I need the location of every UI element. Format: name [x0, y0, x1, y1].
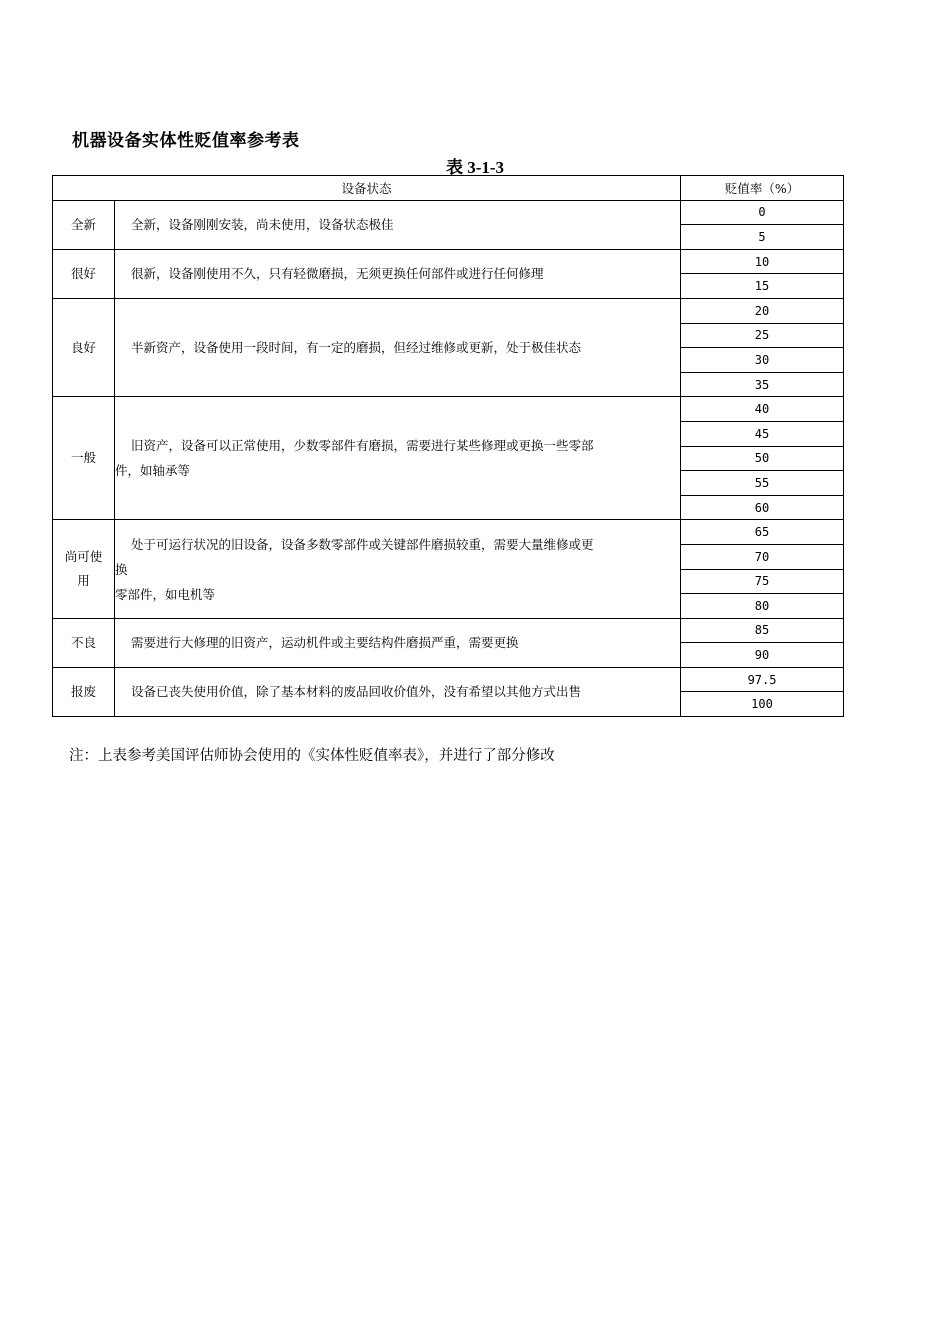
depreciation-rate-table: [52, 175, 844, 717]
rate-cell: 20: [681, 298, 844, 323]
condition-label: 尚可使: [64, 549, 103, 564]
rate-cell: 50: [681, 446, 844, 471]
condition-label: 不良: [70, 634, 96, 650]
condition-cell: [53, 397, 115, 520]
rate-cell: 25: [681, 323, 844, 348]
table-row: [53, 200, 844, 225]
description-line: 很新，设备刚使用不久，只有轻微磨损，无须更换任何部件或进行任何修理: [131, 266, 544, 282]
rate-cell: 70: [681, 544, 844, 569]
description-cell: [115, 249, 681, 298]
description-cell: [115, 397, 681, 520]
rate-cell: 40: [681, 397, 844, 422]
condition-label: 全新: [70, 216, 96, 232]
rate-cell: 35: [681, 372, 844, 397]
table-header-row: [53, 176, 844, 201]
description-line: 换: [115, 561, 128, 577]
rate-cell: 45: [681, 421, 844, 446]
rate-cell: 60: [681, 495, 844, 520]
condition-label: 用: [77, 573, 90, 588]
description-line: 旧资产，设备可以正常使用，少数零部件有磨损，需要进行某些修理或更换一些零部: [131, 438, 594, 454]
rate-cell: 0: [681, 200, 844, 225]
description-line: 零部件，如电机等: [115, 586, 216, 602]
description-cell: [115, 520, 681, 618]
condition-label: 良好: [70, 339, 96, 355]
condition-cell: [53, 618, 115, 667]
rate-cell: 100: [681, 692, 844, 717]
description-cell: [115, 618, 681, 667]
condition-cell: [53, 200, 115, 249]
condition-label: 很好: [70, 265, 96, 281]
rate-cell: 75: [681, 569, 844, 594]
condition-label: 一般: [70, 450, 96, 466]
document-title: 机器设备实体性贬值率参考表: [72, 131, 300, 151]
description-line: 件，如轴承等: [115, 463, 191, 479]
description-line: 全新，设备刚刚安装，尚未使用，设备状态极佳: [131, 217, 394, 233]
table-row: [53, 618, 844, 643]
rate-cell: 85: [681, 618, 844, 643]
header-rate: 贬值率（%）: [681, 176, 844, 201]
description-line: 设备已丧失使用价值，除了基本材料的废品回收价值外，没有希望以其他方式出售: [131, 684, 582, 700]
table-row: [53, 520, 844, 545]
table-row: [53, 298, 844, 323]
table-row: [53, 667, 844, 692]
rate-cell: 30: [681, 348, 844, 373]
table-body: [53, 200, 844, 716]
rate-cell: 15: [681, 274, 844, 299]
table-caption: 表 3-1-3: [445, 158, 505, 177]
description-line: 处于可运行状况的旧设备，设备多数零部件或关键部件磨损较重，需要大量维修或更: [131, 536, 594, 552]
description-cell: [115, 667, 681, 716]
rate-cell: 10: [681, 249, 844, 274]
table-row: [53, 249, 844, 274]
header-condition: 设备状态: [53, 176, 681, 201]
condition-cell: [53, 520, 115, 618]
condition-cell: [53, 667, 115, 716]
condition-cell: [53, 249, 115, 298]
description-cell: [115, 298, 681, 396]
description-line: 半新资产，设备使用一段时间，有一定的磨损，但经过维修或更新，处于极佳状态: [131, 340, 582, 356]
rate-cell: 5: [681, 225, 844, 250]
rate-cell: 97.5: [681, 667, 844, 692]
description-cell: [115, 200, 681, 249]
condition-label: 报废: [70, 683, 96, 699]
condition-cell: [53, 298, 115, 396]
rate-cell: 90: [681, 643, 844, 668]
table-note: 注：上表参考美国评估师协会使用的《实体性贬值率表》，并进行了部分修改: [69, 748, 555, 764]
table-row: [53, 397, 844, 422]
rate-cell: 80: [681, 594, 844, 619]
rate-cell: 55: [681, 471, 844, 496]
rate-cell: 65: [681, 520, 844, 545]
description-line: 需要进行大修理的旧资产，运动机件或主要结构件磨损严重，需要更换: [131, 635, 519, 651]
